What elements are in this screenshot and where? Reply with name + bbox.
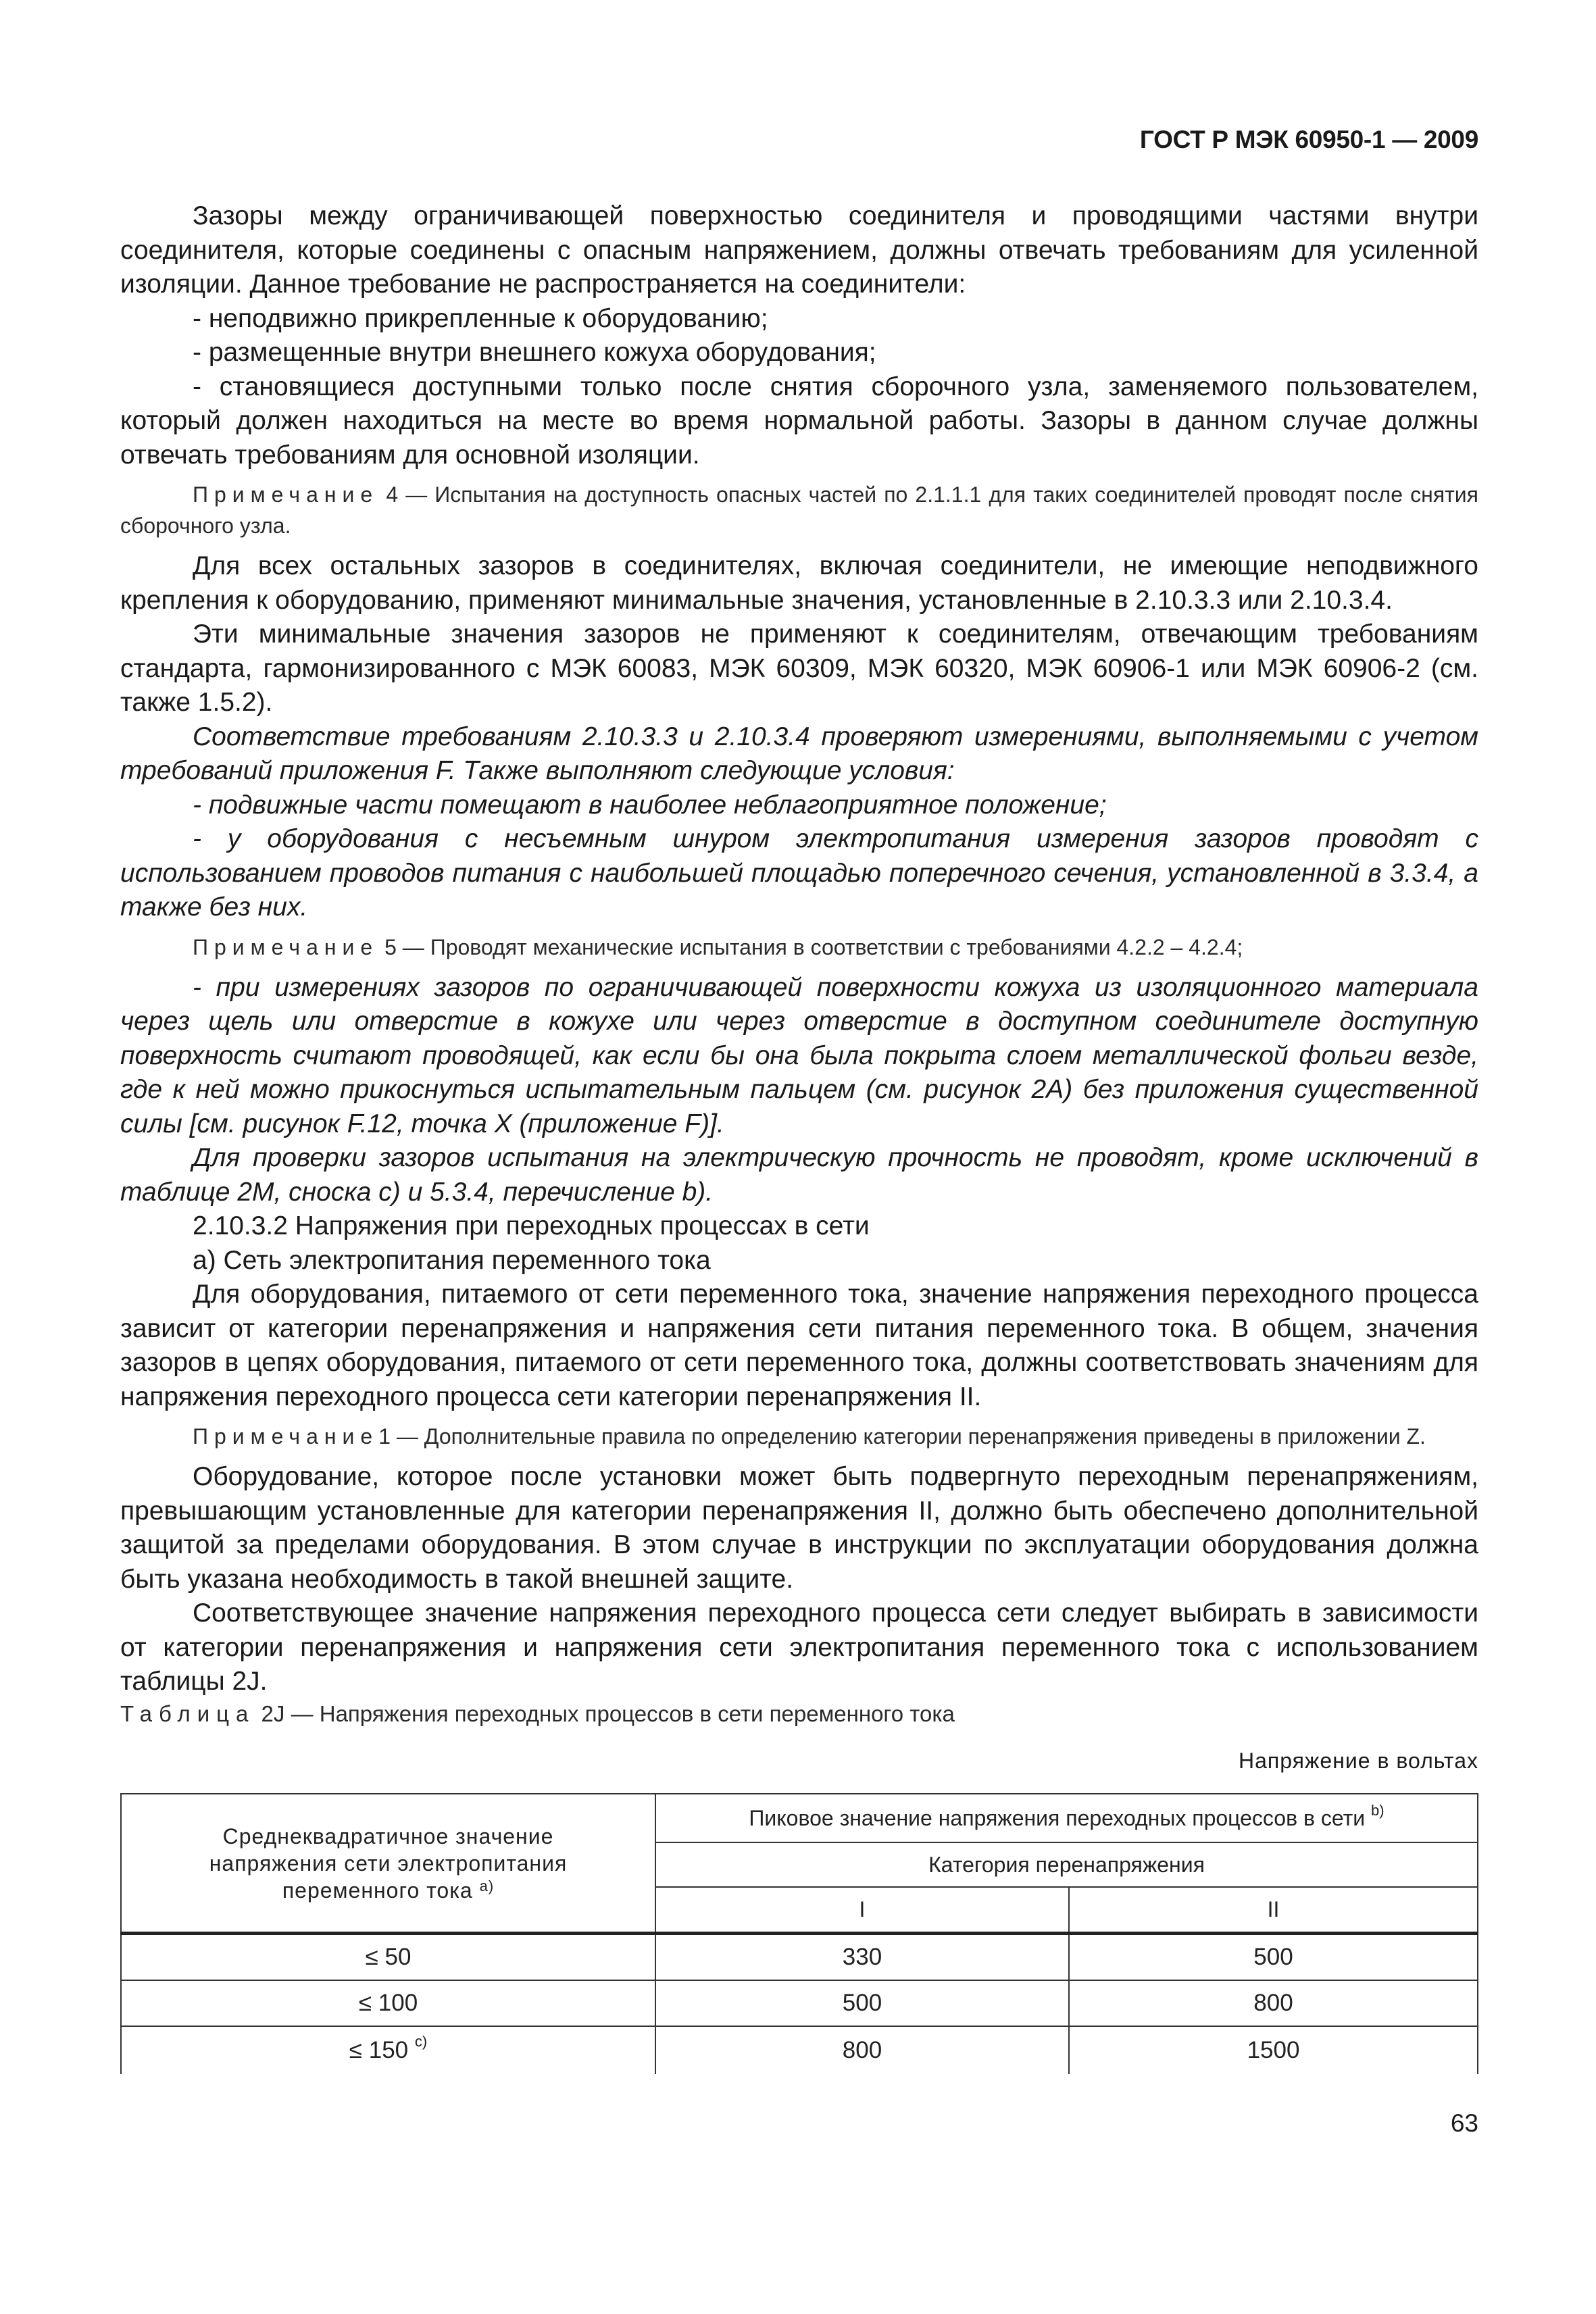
list-item: - становящиеся доступными только после снятия сборочного узла, заменяемого пользователем, который должен находиться на месте во время нормальной работы. Зазоры в данном случае должны отвечать требованиям для основной изоляции. xyxy=(120,372,1478,470)
note-text: 5 — Проводят механические испытания в соответствии с требованиями 4.2.2 – 4.2.4; xyxy=(378,934,1243,959)
voltage-table xyxy=(120,1793,1478,2074)
section-heading: 2.10.3.2 Напряжения при переходных процессах в сети xyxy=(193,1211,870,1240)
note-text: 4 — Испытания на доступность опасных частей по 2.1.1.1 для таких соединителей проводят после снятия сборочного узла. xyxy=(120,482,1478,538)
note xyxy=(120,1421,1478,1452)
cell-cat-2: 800 xyxy=(1069,1980,1478,2026)
footnote-mark: c) xyxy=(414,2033,428,2050)
note-text: 1 — Дополнительные правила по определению категории перенапряжения приведены в приложении Z. xyxy=(378,1424,1426,1449)
col-header-category: Категория перенапряжения xyxy=(655,1842,1478,1887)
cell-cat-1: 330 xyxy=(655,1934,1069,1981)
col-header-cat-2: II xyxy=(1069,1887,1478,1934)
peak-header-text: Пиковое значение напряжения переходных процессов в сети xyxy=(749,1805,1366,1830)
footnote-mark: b) xyxy=(1371,1801,1385,1819)
note-label: Примечание xyxy=(193,1424,379,1449)
note-label: Примечание xyxy=(193,934,379,959)
cell-cat-1: 800 xyxy=(655,2026,1069,2074)
italic-paragraph: Соответствие требованиям 2.10.3.3 и 2.10.3.4 проверяют измерениями, выполняемыми с учетом требований приложения F. Также выполняют следующие условия: xyxy=(120,722,1478,785)
document-body xyxy=(120,199,1478,1699)
col-header-rms-voltage xyxy=(121,1794,655,1934)
paragraph: Эти минимальные значения зазоров не применяют к соединителям, отвечающим требованиям стандарта, гармонизированного с МЭК 60083, МЭК 60309, МЭК 60320, МЭК 60906-1 или МЭК 60906-2 (см. также 1.5.2). xyxy=(120,620,1478,717)
italic-list-item: - подвижные части помещают в наиболее неблагоприятное положение; xyxy=(193,790,1107,820)
table-caption xyxy=(120,1701,955,1727)
cell-voltage-value: ≤ 150 xyxy=(349,2037,409,2063)
cell-voltage xyxy=(121,2026,655,2074)
table-row xyxy=(121,1934,1478,1981)
italic-paragraph: Для проверки зазоров испытания на электрическую прочность не проводят, кроме исключений в таблице 2М, сноска c) и 5.3.4, перечисление b). xyxy=(120,1143,1478,1207)
note xyxy=(120,932,1478,963)
table-row xyxy=(121,2026,1478,2074)
page-number: 63 xyxy=(1450,2109,1478,2137)
col-header-cat-1: I xyxy=(655,1887,1069,1934)
subsection-heading: а) Сеть электропитания переменного тока xyxy=(193,1245,711,1275)
cell-voltage: ≤ 100 xyxy=(121,1980,655,2026)
italic-list-item: - у оборудования с несъемным шнуром электропитания измерения зазоров проводят с использованием проводов питания с наибольшей площадью поперечного сечения, установленной в 3.3.4, а также без них. xyxy=(120,824,1478,922)
table-row xyxy=(121,1980,1478,2026)
col-header-peak-voltage xyxy=(655,1794,1478,1842)
list-item: - размещенные внутри внешнего кожуха оборудования; xyxy=(193,338,876,367)
cell-voltage: ≤ 50 xyxy=(121,1934,655,1981)
note xyxy=(120,479,1478,541)
paragraph: Зазоры между ограничивающей поверхностью соединителя и проводящими частями внутри соединителя, которые соединены с опасным напряжением, должны отвечать требованиям для усиленной изоляции. Данное требование не распространяется на соединители: xyxy=(120,201,1478,299)
table-unit: Напряжение в вольтах xyxy=(1239,1749,1478,1773)
footnote-mark: a) xyxy=(479,1877,495,1894)
paragraph: Соответствующее значение напряжения переходного процесса сети следует выбирать в зависимости от категории перенапряжения и напряжения сети электропитания переменного тока с использованием таблицы 2J. xyxy=(120,1599,1478,1696)
paragraph: Для всех остальных зазоров в соединителях, включая соединители, не имеющие неподвижного крепления к оборудованию, применяют минимальные значения, установленные в 2.10.3.3 или 2.10.3.4. xyxy=(120,551,1478,615)
cell-cat-2: 1500 xyxy=(1069,2026,1478,2074)
col-header-text: Среднеквадратичное значение напряжения сети электропитания переменного тока xyxy=(209,1823,568,1903)
table-caption-label: Таблица xyxy=(120,1701,255,1726)
paragraph: Для оборудования, питаемого от сети переменного тока, значение напряжения переходного процесса зависит от категории перенапряжения и напряжения сети питания переменного тока. В общем, значения зазоров в цепях оборудования, питаемого от сети переменного тока, должны соответствовать значениям для напряжения переходного процесса сети категории перенапряжения II. xyxy=(120,1280,1478,1411)
cell-cat-2: 500 xyxy=(1069,1934,1478,1981)
italic-list-item: - при измерениях зазоров по ограничивающей поверхности кожуха из изоляционного материала через щель или отверстие в кожухе или через отверстие в доступном соединителе доступную поверхность считают проводящей, как если бы она была покрыта слоем металлической фольги везде, где к ней можно прикоснуться испытательным пальцем (см. рисунок 2А) без приложения существенной силы [см. рисунок F.12, точка X (приложение F)]. xyxy=(120,972,1478,1138)
paragraph: Оборудование, которое после установки может быть подвергнуто переходным перенапряжениям, превышающим установленные для категории перенапряжения II, должно быть обеспечено дополнительной защитой за пределами оборудования. В этом случае в инструкции по эксплуатации оборудования должна быть указана необходимость в такой внешней защите. xyxy=(120,1462,1478,1594)
list-item: - неподвижно прикрепленные к оборудованию; xyxy=(193,303,768,333)
document-header: ГОСТ Р МЭК 60950-1 — 2009 xyxy=(1139,126,1478,153)
table-caption-text: 2J — Напряжения переходных процессов в сети переменного тока xyxy=(255,1701,955,1726)
cell-cat-1: 500 xyxy=(655,1980,1069,2026)
note-label: Примечание xyxy=(193,482,379,507)
